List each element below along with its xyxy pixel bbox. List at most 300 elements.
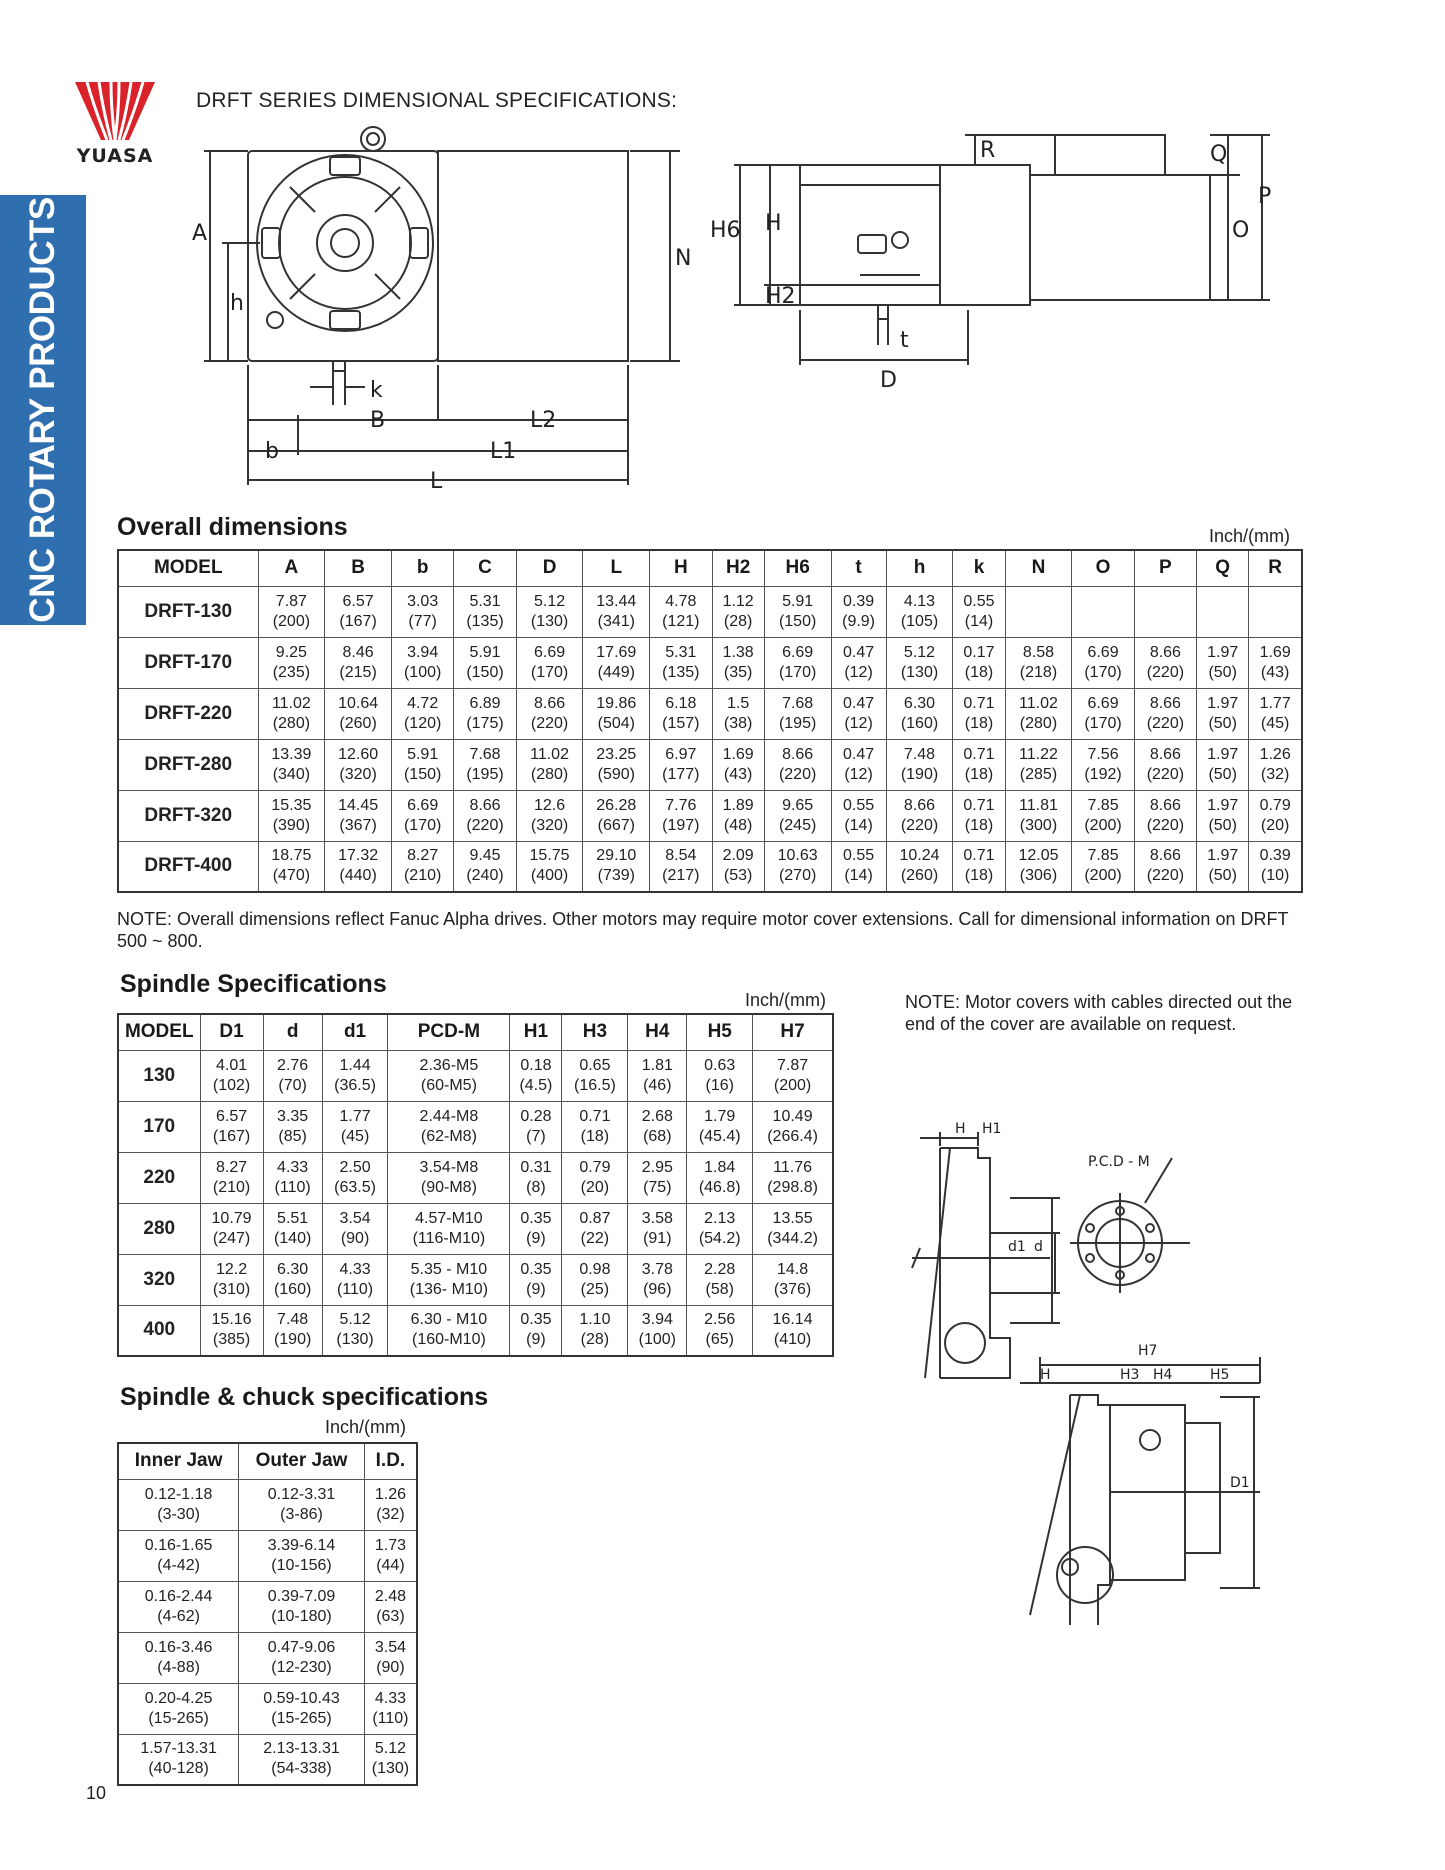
value-inch: 3.58 [641, 1209, 673, 1227]
table-cell [118, 1683, 239, 1734]
table-cell [628, 1101, 687, 1152]
value-inch: 0.39 [842, 592, 875, 610]
value-inch: 7.85 [1087, 796, 1119, 814]
column-header: d [263, 1014, 322, 1050]
value-inch: 0.16-3.46 [144, 1638, 213, 1656]
dim-label-k: k [370, 378, 383, 403]
value-inch: 6.97 [665, 745, 697, 763]
model-cell: 220 [118, 1152, 200, 1203]
value-inch: 1.97 [1207, 796, 1239, 814]
table-cell [953, 790, 1005, 841]
value-mm: (7) [526, 1127, 546, 1145]
value-mm: (320) [339, 765, 377, 783]
value-inch: 8.66 [533, 694, 566, 712]
value-mm: (440) [339, 867, 377, 885]
table-cell [712, 688, 764, 739]
value-inch: 8.54 [665, 847, 697, 865]
dim-label-a: A [192, 221, 208, 246]
table-cell [516, 841, 583, 892]
value-inch: 1.77 [339, 1107, 371, 1125]
table-cell [562, 1152, 628, 1203]
value-mm: (120) [403, 714, 442, 732]
value-mm: (170) [403, 816, 442, 834]
table-cell [263, 1152, 322, 1203]
table-row [118, 1305, 833, 1356]
table-cell [712, 586, 764, 637]
value-mm: (285) [1019, 765, 1058, 783]
overall-note: NOTE: Overall dimensions reflect Fanuc Alpha drives. Other motors may require motor cover extensions. Call for dimensional information on DRFT 500 ~ 800. [117, 909, 1289, 951]
value-inch: 18.75 [271, 847, 312, 865]
table-cell [263, 1101, 322, 1152]
table-cell [953, 739, 1005, 790]
table-cell [1249, 688, 1302, 739]
value-inch: 8.46 [342, 643, 374, 661]
model-cell: 320 [118, 1254, 200, 1305]
value-mm: (12) [844, 663, 873, 681]
value-inch: 8.27 [407, 847, 439, 865]
table-cell [1072, 841, 1134, 892]
table-cell [687, 1101, 753, 1152]
value-inch: 17.32 [338, 847, 379, 865]
yuasa-emblem-icon [73, 80, 157, 142]
table-cell [263, 1254, 322, 1305]
value-mm: (63.5) [334, 1178, 376, 1196]
value-mm: (220) [1146, 765, 1185, 783]
table-cell [516, 586, 583, 637]
value-mm: (46) [643, 1076, 672, 1094]
table-row [118, 1683, 417, 1734]
table-cell [753, 1152, 833, 1203]
column-header: H1 [510, 1014, 562, 1050]
table-cell [831, 586, 886, 637]
value-mm: (12) [844, 714, 873, 732]
value-inch: 6.69 [533, 643, 566, 661]
value-mm: (10-180) [271, 1607, 332, 1625]
table-cell [325, 841, 392, 892]
table-cell [1249, 790, 1302, 841]
value-mm: (100) [638, 1331, 676, 1349]
value-mm: (110) [372, 1709, 409, 1727]
value-inch: 1.5 [727, 694, 750, 712]
table-cell [650, 790, 712, 841]
overall-unit: Inch/(mm) [1209, 526, 1290, 546]
dim-label-l1: L1 [490, 439, 517, 464]
value-mm: (135) [466, 612, 504, 630]
column-header: L [583, 550, 650, 586]
value-inch: 6.69 [407, 796, 439, 814]
table-cell [516, 688, 583, 739]
value-mm: (210) [403, 867, 442, 885]
table-row [118, 790, 1302, 841]
value-mm: (280) [1019, 714, 1058, 732]
yuasa-logo [70, 80, 160, 167]
value-mm: (170) [778, 663, 817, 681]
value-inch: 13.39 [271, 745, 312, 763]
value-inch: 0.12-3.31 [267, 1485, 336, 1503]
value-mm: (220) [466, 816, 504, 834]
value-mm: (16.5) [574, 1076, 616, 1094]
value-inch: 16.14 [772, 1311, 813, 1329]
value-mm: (20) [1260, 816, 1290, 834]
value-mm: (18) [964, 765, 994, 783]
value-inch: 6.69 [1087, 694, 1119, 712]
value-mm: (504) [597, 714, 635, 732]
chuck-label-h3: H3 [1120, 1367, 1140, 1383]
value-inch: 2.50 [339, 1158, 371, 1176]
value-mm: (35) [723, 663, 753, 681]
table-cell [1134, 586, 1196, 637]
value-inch: 1.97 [1207, 847, 1239, 865]
table-cell [1072, 739, 1134, 790]
table-cell [239, 1734, 365, 1785]
value-inch: 3.35 [277, 1107, 309, 1125]
table-cell [388, 1203, 510, 1254]
table-cell [391, 637, 453, 688]
value-inch: 7.56 [1087, 745, 1119, 763]
table-cell [118, 1479, 239, 1530]
value-mm: (77) [408, 612, 437, 630]
table-cell [510, 1101, 562, 1152]
value-inch: 3.94 [641, 1311, 673, 1329]
value-inch: 3.39-6.14 [267, 1536, 336, 1554]
column-header: MODEL [118, 1014, 200, 1050]
column-header: H4 [628, 1014, 687, 1050]
value-mm: (300) [1019, 816, 1058, 834]
table-cell [325, 688, 392, 739]
value-inch: 6.89 [469, 694, 501, 712]
value-inch: 10.63 [777, 847, 818, 865]
value-inch: 2.28 [704, 1260, 736, 1278]
column-header: Outer Jaw [239, 1443, 365, 1479]
value-mm: (18) [964, 867, 994, 885]
value-inch: 2.36-M5 [419, 1056, 479, 1074]
table-row [118, 1203, 833, 1254]
dim-label-n: N [675, 246, 692, 271]
value-inch: 2.44-M8 [419, 1107, 479, 1125]
dim-label-t: t [900, 328, 909, 353]
table-cell [516, 790, 583, 841]
value-inch: 10.79 [211, 1209, 252, 1227]
value-inch: 7.87 [777, 1056, 809, 1074]
value-inch: 1.44 [339, 1056, 371, 1074]
value-inch: 0.71 [963, 745, 995, 763]
dim-label-b-upper: B [370, 408, 386, 433]
chuck-label-h7: H7 [1138, 1343, 1158, 1359]
value-inch: 14.8 [777, 1260, 809, 1278]
value-mm: (28) [723, 612, 753, 630]
value-inch: 14.45 [338, 796, 379, 814]
value-mm: (150) [403, 765, 442, 783]
table-cell [753, 1050, 833, 1101]
table-cell [886, 688, 953, 739]
value-inch: 6.57 [342, 592, 374, 610]
value-mm: (9) [526, 1331, 546, 1349]
table-cell [628, 1152, 687, 1203]
value-mm: (266.4) [767, 1127, 818, 1145]
value-mm: (90-M8) [420, 1178, 477, 1196]
value-inch: 8.66 [1149, 796, 1181, 814]
table-row [118, 1152, 833, 1203]
value-mm: (217) [662, 867, 700, 885]
spindle-label-h1: H1 [982, 1121, 1002, 1137]
value-inch: 17.69 [596, 643, 637, 661]
table-cell [1197, 688, 1249, 739]
value-inch: 0.63 [704, 1056, 736, 1074]
value-inch: 5.12 [339, 1311, 371, 1329]
value-mm: (470) [272, 867, 311, 885]
value-mm: (240) [466, 867, 504, 885]
table-cell [1072, 790, 1134, 841]
value-mm: (590) [597, 765, 635, 783]
value-mm: (105) [900, 612, 939, 630]
value-mm: (96) [643, 1280, 672, 1298]
chuck-unit: Inch/(mm) [325, 1417, 406, 1437]
value-inch: 8.66 [1149, 694, 1181, 712]
table-cell [583, 841, 650, 892]
table-row [118, 1254, 833, 1305]
value-inch: 1.89 [722, 796, 754, 814]
value-inch: 5.91 [469, 643, 501, 661]
value-inch: 0.12-1.18 [144, 1485, 213, 1503]
dim-label-d: D [880, 368, 897, 393]
value-mm: (45) [1260, 714, 1290, 732]
value-mm: (58) [705, 1280, 734, 1298]
table-cell [391, 790, 453, 841]
chuck-label-h5: H5 [1210, 1367, 1230, 1383]
value-mm: (63) [376, 1607, 405, 1625]
table-cell [118, 1530, 239, 1581]
spindle-label-d1: d1 [1008, 1239, 1026, 1255]
value-mm: (667) [597, 816, 635, 834]
table-cell [628, 1050, 687, 1101]
table-cell [391, 841, 453, 892]
value-mm: (167) [212, 1127, 251, 1145]
value-inch: 7.48 [277, 1311, 309, 1329]
value-mm: (341) [597, 612, 635, 630]
table-cell [258, 790, 325, 841]
column-header: B [325, 550, 392, 586]
value-inch: 1.97 [1207, 694, 1239, 712]
value-inch: 2.68 [641, 1107, 673, 1125]
table-cell [687, 1305, 753, 1356]
table-cell [258, 637, 325, 688]
value-mm: (15-265) [271, 1709, 332, 1727]
value-inch: 0.39-7.09 [267, 1587, 336, 1605]
value-mm: (270) [778, 867, 817, 885]
value-mm: (130) [336, 1331, 374, 1349]
front-view-drawing [190, 115, 710, 500]
value-inch: 1.26 [1259, 745, 1291, 763]
table-cell [364, 1683, 417, 1734]
table-cell [687, 1152, 753, 1203]
table-cell [322, 1101, 388, 1152]
value-mm: (320) [530, 816, 569, 834]
value-inch: 1.81 [641, 1056, 673, 1074]
value-inch: 0.39 [1259, 847, 1291, 865]
table-cell [322, 1152, 388, 1203]
value-inch: 3.54 [339, 1209, 371, 1227]
value-inch: 5.51 [277, 1209, 309, 1227]
column-header: b [391, 550, 453, 586]
table-cell [322, 1203, 388, 1254]
table-cell [454, 841, 516, 892]
column-header: D [516, 550, 583, 586]
value-inch: 7.85 [1087, 847, 1119, 865]
value-inch: 2.76 [277, 1056, 309, 1074]
model-cell: 170 [118, 1101, 200, 1152]
table-cell [391, 739, 453, 790]
dim-label-h6: H6 [710, 218, 741, 243]
table-cell [1134, 688, 1196, 739]
value-mm: (190) [273, 1331, 312, 1349]
table-cell [1005, 586, 1072, 637]
table-cell [258, 739, 325, 790]
table-row [118, 1050, 833, 1101]
table-cell [364, 1734, 417, 1785]
table-row [118, 739, 1302, 790]
table-cell [118, 1581, 239, 1632]
column-header: N [1005, 550, 1072, 586]
value-inch: 1.97 [1207, 643, 1239, 661]
value-mm: (43) [1260, 663, 1290, 681]
table-cell [583, 739, 650, 790]
value-inch: 0.35 [520, 1209, 552, 1227]
column-header: H6 [764, 550, 831, 586]
dim-label-b-lower: b [265, 439, 279, 464]
model-cell: DRFT-130 [118, 586, 258, 637]
table-cell [687, 1050, 753, 1101]
table-cell [583, 688, 650, 739]
dim-label-q: Q [1210, 142, 1228, 167]
table-cell [764, 841, 831, 892]
table-cell [510, 1203, 562, 1254]
value-inch: 0.31 [520, 1158, 552, 1176]
value-inch: 15.75 [529, 847, 570, 865]
value-inch: 0.79 [579, 1158, 611, 1176]
table-cell [831, 739, 886, 790]
value-mm: (22) [580, 1229, 610, 1247]
table-cell [322, 1050, 388, 1101]
table-cell [200, 1254, 263, 1305]
value-mm: (32) [376, 1505, 405, 1523]
table-cell [753, 1203, 833, 1254]
table-cell [562, 1050, 628, 1101]
table-cell [391, 586, 453, 637]
value-inch: 0.47 [842, 694, 875, 712]
value-inch: 4.33 [374, 1689, 406, 1707]
value-mm: (140) [273, 1229, 312, 1247]
table-cell [712, 637, 764, 688]
value-mm: (20) [580, 1178, 610, 1196]
value-inch: 5.91 [782, 592, 814, 610]
table-cell [1197, 637, 1249, 688]
value-inch: 4.33 [277, 1158, 309, 1176]
table-cell [454, 739, 516, 790]
value-inch: 1.69 [1259, 643, 1291, 661]
value-inch: 13.55 [772, 1209, 813, 1227]
table-cell [1249, 841, 1302, 892]
column-header: H5 [687, 1014, 753, 1050]
table-cell [886, 790, 953, 841]
value-inch: 2.48 [374, 1587, 406, 1605]
table-cell [239, 1479, 365, 1530]
value-inch: 0.55 [963, 592, 995, 610]
value-inch: 0.87 [579, 1209, 611, 1227]
column-header: A [258, 550, 325, 586]
value-inch: 8.58 [1022, 643, 1055, 661]
value-mm: (40-128) [148, 1760, 209, 1778]
value-mm: (9) [526, 1280, 546, 1298]
table-cell [687, 1254, 753, 1305]
value-inch: 11.81 [1019, 796, 1058, 814]
table-cell [510, 1152, 562, 1203]
model-cell: DRFT-320 [118, 790, 258, 841]
value-mm: (38) [723, 714, 753, 732]
value-mm: (54.2) [698, 1229, 741, 1247]
table-cell [510, 1254, 562, 1305]
value-inch: 7.48 [903, 745, 936, 763]
value-inch: 8.66 [1149, 745, 1181, 763]
value-inch: 8.66 [1149, 643, 1181, 661]
dim-label-o: O [1232, 218, 1250, 243]
value-mm: (160) [900, 714, 939, 732]
value-mm: (220) [778, 765, 817, 783]
table-cell [650, 586, 712, 637]
value-mm: (135) [662, 663, 700, 681]
value-mm: (46.8) [698, 1178, 741, 1196]
value-mm: (10-156) [271, 1556, 332, 1574]
value-inch: 5.12 [903, 643, 936, 661]
value-inch: 29.10 [596, 847, 637, 865]
chuck-label-d1: D1 [1230, 1475, 1250, 1491]
value-inch: 1.12 [722, 592, 754, 610]
dim-label-h: h [230, 291, 244, 316]
side-tab-label: CNC ROTARY PRODUCTS [23, 197, 62, 623]
table-cell [764, 637, 831, 688]
value-inch: 5.91 [407, 745, 439, 763]
value-mm: (4-88) [157, 1658, 200, 1676]
column-header: t [831, 550, 886, 586]
table-row [118, 586, 1302, 637]
table-cell [831, 688, 886, 739]
value-mm: (130) [900, 663, 939, 681]
value-mm: (70) [278, 1076, 307, 1094]
table-cell [454, 586, 516, 637]
value-inch: 0.71 [963, 796, 995, 814]
value-mm: (3-86) [280, 1505, 323, 1523]
value-inch: 1.69 [722, 745, 754, 763]
table-cell [1249, 637, 1302, 688]
value-mm: (12-230) [271, 1658, 332, 1676]
value-mm: (200) [272, 612, 311, 630]
value-mm: (18) [964, 714, 994, 732]
table-cell [364, 1479, 417, 1530]
value-inch: 1.10 [579, 1311, 611, 1329]
value-inch: 4.57-M10 [415, 1209, 483, 1227]
value-mm: (18) [964, 663, 994, 681]
value-mm: (36.5) [334, 1076, 376, 1094]
table-cell [953, 688, 1005, 739]
table-cell [516, 739, 583, 790]
value-mm: (60-M5) [420, 1076, 477, 1094]
value-mm: (310) [212, 1280, 251, 1298]
side-category-tab [0, 195, 86, 625]
value-inch: 12.6 [533, 796, 566, 814]
value-mm: (340) [272, 765, 311, 783]
value-inch: 1.84 [704, 1158, 736, 1176]
value-mm: (390) [272, 816, 311, 834]
value-inch: 11.02 [271, 694, 311, 712]
